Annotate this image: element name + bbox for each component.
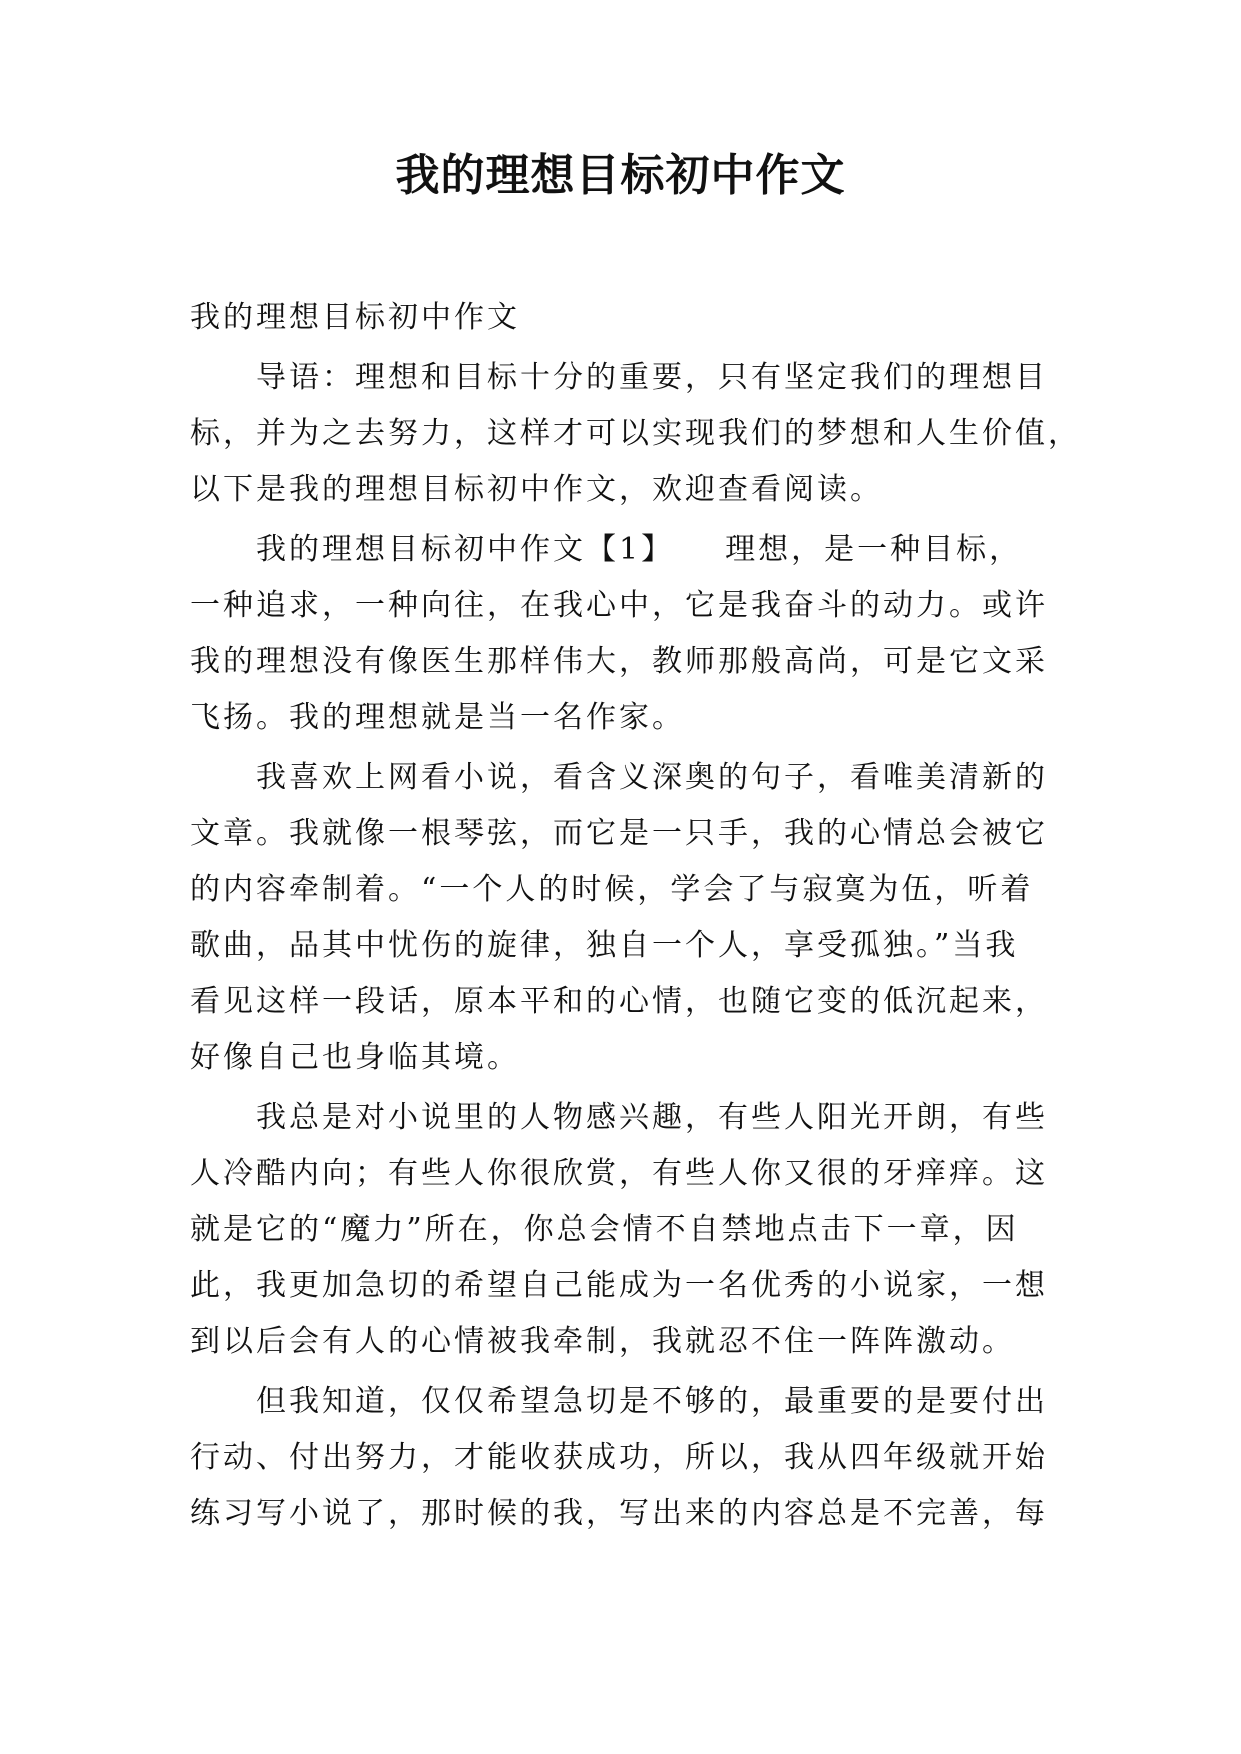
paragraph-line: 文章。我就像一根琴弦，而它是一只手，我的心情总会被它 [190, 816, 1048, 851]
paragraph-line: 飞扬。我的理想就是当一名作家。 [190, 700, 685, 735]
paragraph-line: 一种追求，一种向往，在我心中，它是我奋斗的动力。或许 [190, 588, 1048, 623]
document-title: 我的理想目标初中作文 [395, 150, 846, 201]
document-body [190, 290, 1081, 1542]
paragraph-line: 以下是我的理想目标初中作文，欢迎查看阅读。 [190, 472, 883, 507]
paragraph-line: 导语：理想和目标十分的重要，只有坚定我们的理想目 [256, 360, 1048, 395]
paragraph-line: 行动、付出努力，才能收获成功，所以，我从四年级就开始 [190, 1440, 1048, 1475]
paragraph-line: 我总是对小说里的人物感兴趣，有些人阳光开朗，有些 [256, 1100, 1048, 1135]
paragraph-line: 练习写小说了，那时候的我，写出来的内容总是不完善，每 [190, 1496, 1048, 1531]
subtitle-line: 我的理想目标初中作文 [190, 300, 520, 335]
paragraph-line: 歌曲，品其中忧伤的旋律，独自一个人，享受孤独。”当我 [190, 928, 1019, 963]
paragraph-line: 但我知道，仅仅希望急切是不够的，最重要的是要付出 [256, 1384, 1048, 1419]
paragraph-line: 我的理想目标初中作文【1】 理想，是一种目标， [256, 532, 1023, 567]
paragraph-line: 到以后会有人的心情被我牵制，我就忍不住一阵阵激动。 [190, 1324, 1015, 1359]
paragraph-line: 人冷酷内向；有些人你很欣赏，有些人你又很的牙痒痒。这 [190, 1156, 1048, 1191]
paragraph-line: 好像自己也身临其境。 [190, 1040, 520, 1075]
paragraph-line: 看见这样一段话，原本平和的心情，也随它变的低沉起来， [190, 984, 1048, 1019]
paragraph-line: 的内容牵制着。“一个人的时候，学会了与寂寞为伍，听着 [190, 872, 1034, 907]
paragraph-line: 此，我更加急切的希望自己能成为一名优秀的小说家，一想 [190, 1268, 1048, 1303]
paragraph-line: 标，并为之去努力，这样才可以实现我们的梦想和人生价值， [190, 416, 1081, 451]
paragraph-line: 就是它的“魔力”所在，你总会情不自禁地点击下一章，因 [190, 1212, 1019, 1247]
paragraph-line: 我喜欢上网看小说，看含义深奥的句子，看唯美清新的 [256, 760, 1048, 795]
paragraph-line: 我的理想没有像医生那样伟大，教师那般高尚，可是它文采 [190, 644, 1048, 679]
